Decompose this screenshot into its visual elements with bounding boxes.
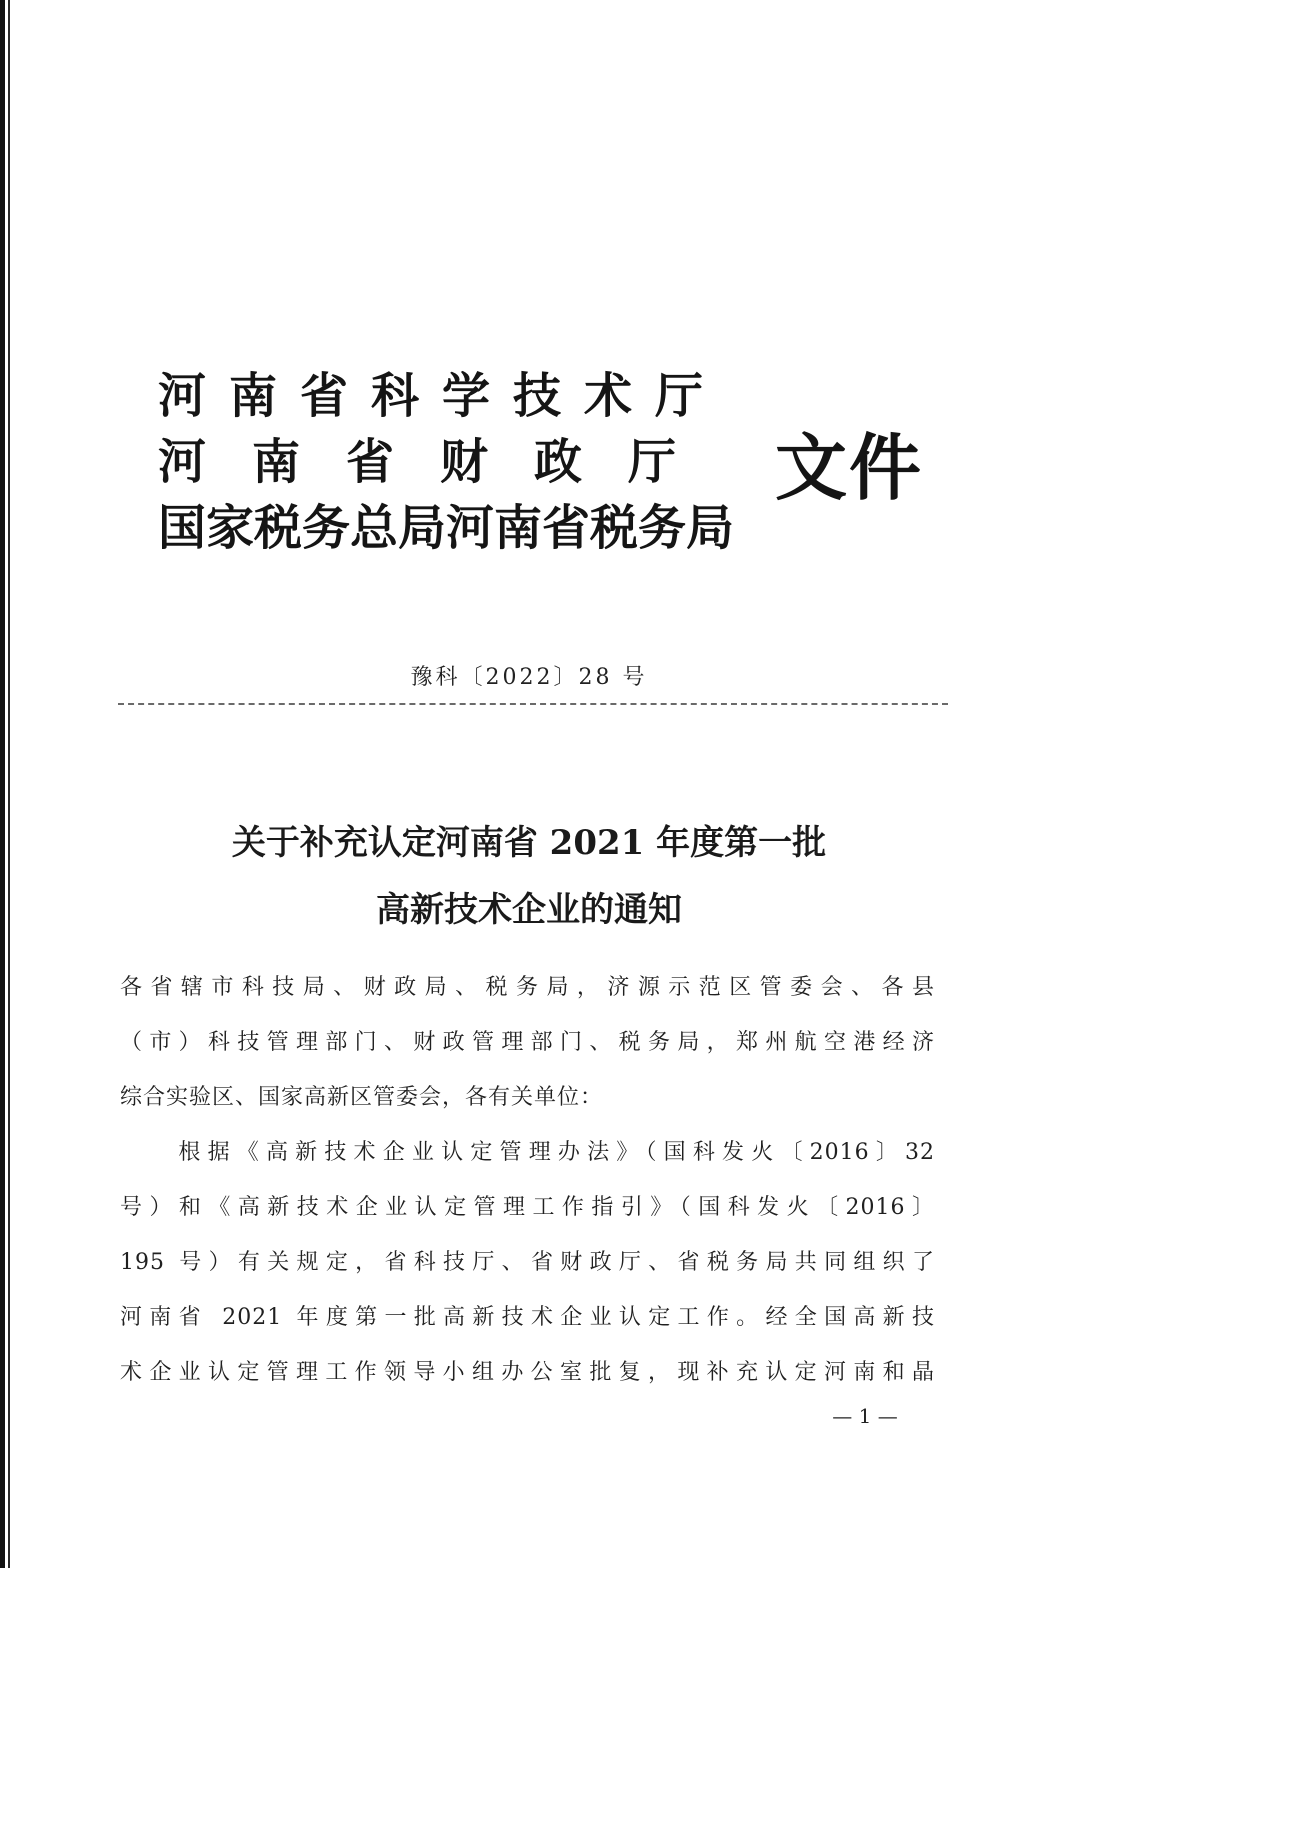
- agency-name-science: 河南省科学技术厅: [158, 368, 727, 424]
- addressee-line: 各省辖市科技局、财政局、税务局，济源示范区管委会、各县: [120, 975, 935, 1000]
- scan-edge: [0, 0, 5, 1568]
- document-word: 文件: [775, 425, 924, 510]
- addressee: [120, 960, 935, 1125]
- notice-title-line-1: 关于补充认定河南省 2021 年度第一批: [231, 823, 827, 863]
- body-paragraph: [120, 1125, 935, 1400]
- issuing-agencies: [158, 363, 758, 561]
- body-line: 河南省 2021 年度第一批高新技术企业认定工作。经全国高新技: [120, 1305, 935, 1330]
- body-line: 号）和《高新技术企业认定管理工作指引》（国科发火〔2016〕: [120, 1195, 935, 1220]
- body-line: 根据《高新技术企业认定管理办法》（国科发火〔2016〕32: [120, 1140, 935, 1165]
- addressee-line: 综合实验区、国家高新区管委会，各有关单位：: [120, 1085, 604, 1110]
- page-number: — 1 —: [832, 1404, 898, 1428]
- agency-name-finance: 河南省财政厅: [158, 434, 723, 490]
- document-number: 豫科〔2022〕28 号: [410, 665, 648, 690]
- agency-name-tax: 国家税务总局河南省税务局: [158, 500, 735, 556]
- header-divider: [118, 703, 948, 705]
- addressee-line: （市）科技管理部门、财政管理部门、税务局，郑州航空港经济: [120, 1030, 935, 1055]
- body-line: 195 号）有关规定，省科技厅、省财政厅、省税务局共同组织了: [120, 1250, 935, 1275]
- body-line: 术企业认定管理工作领导小组办公室批复，现补充认定河南和晶: [120, 1360, 935, 1385]
- scan-edge-shadow: [8, 0, 10, 1568]
- notice-title-line-2: 高新技术企业的通知: [376, 890, 682, 930]
